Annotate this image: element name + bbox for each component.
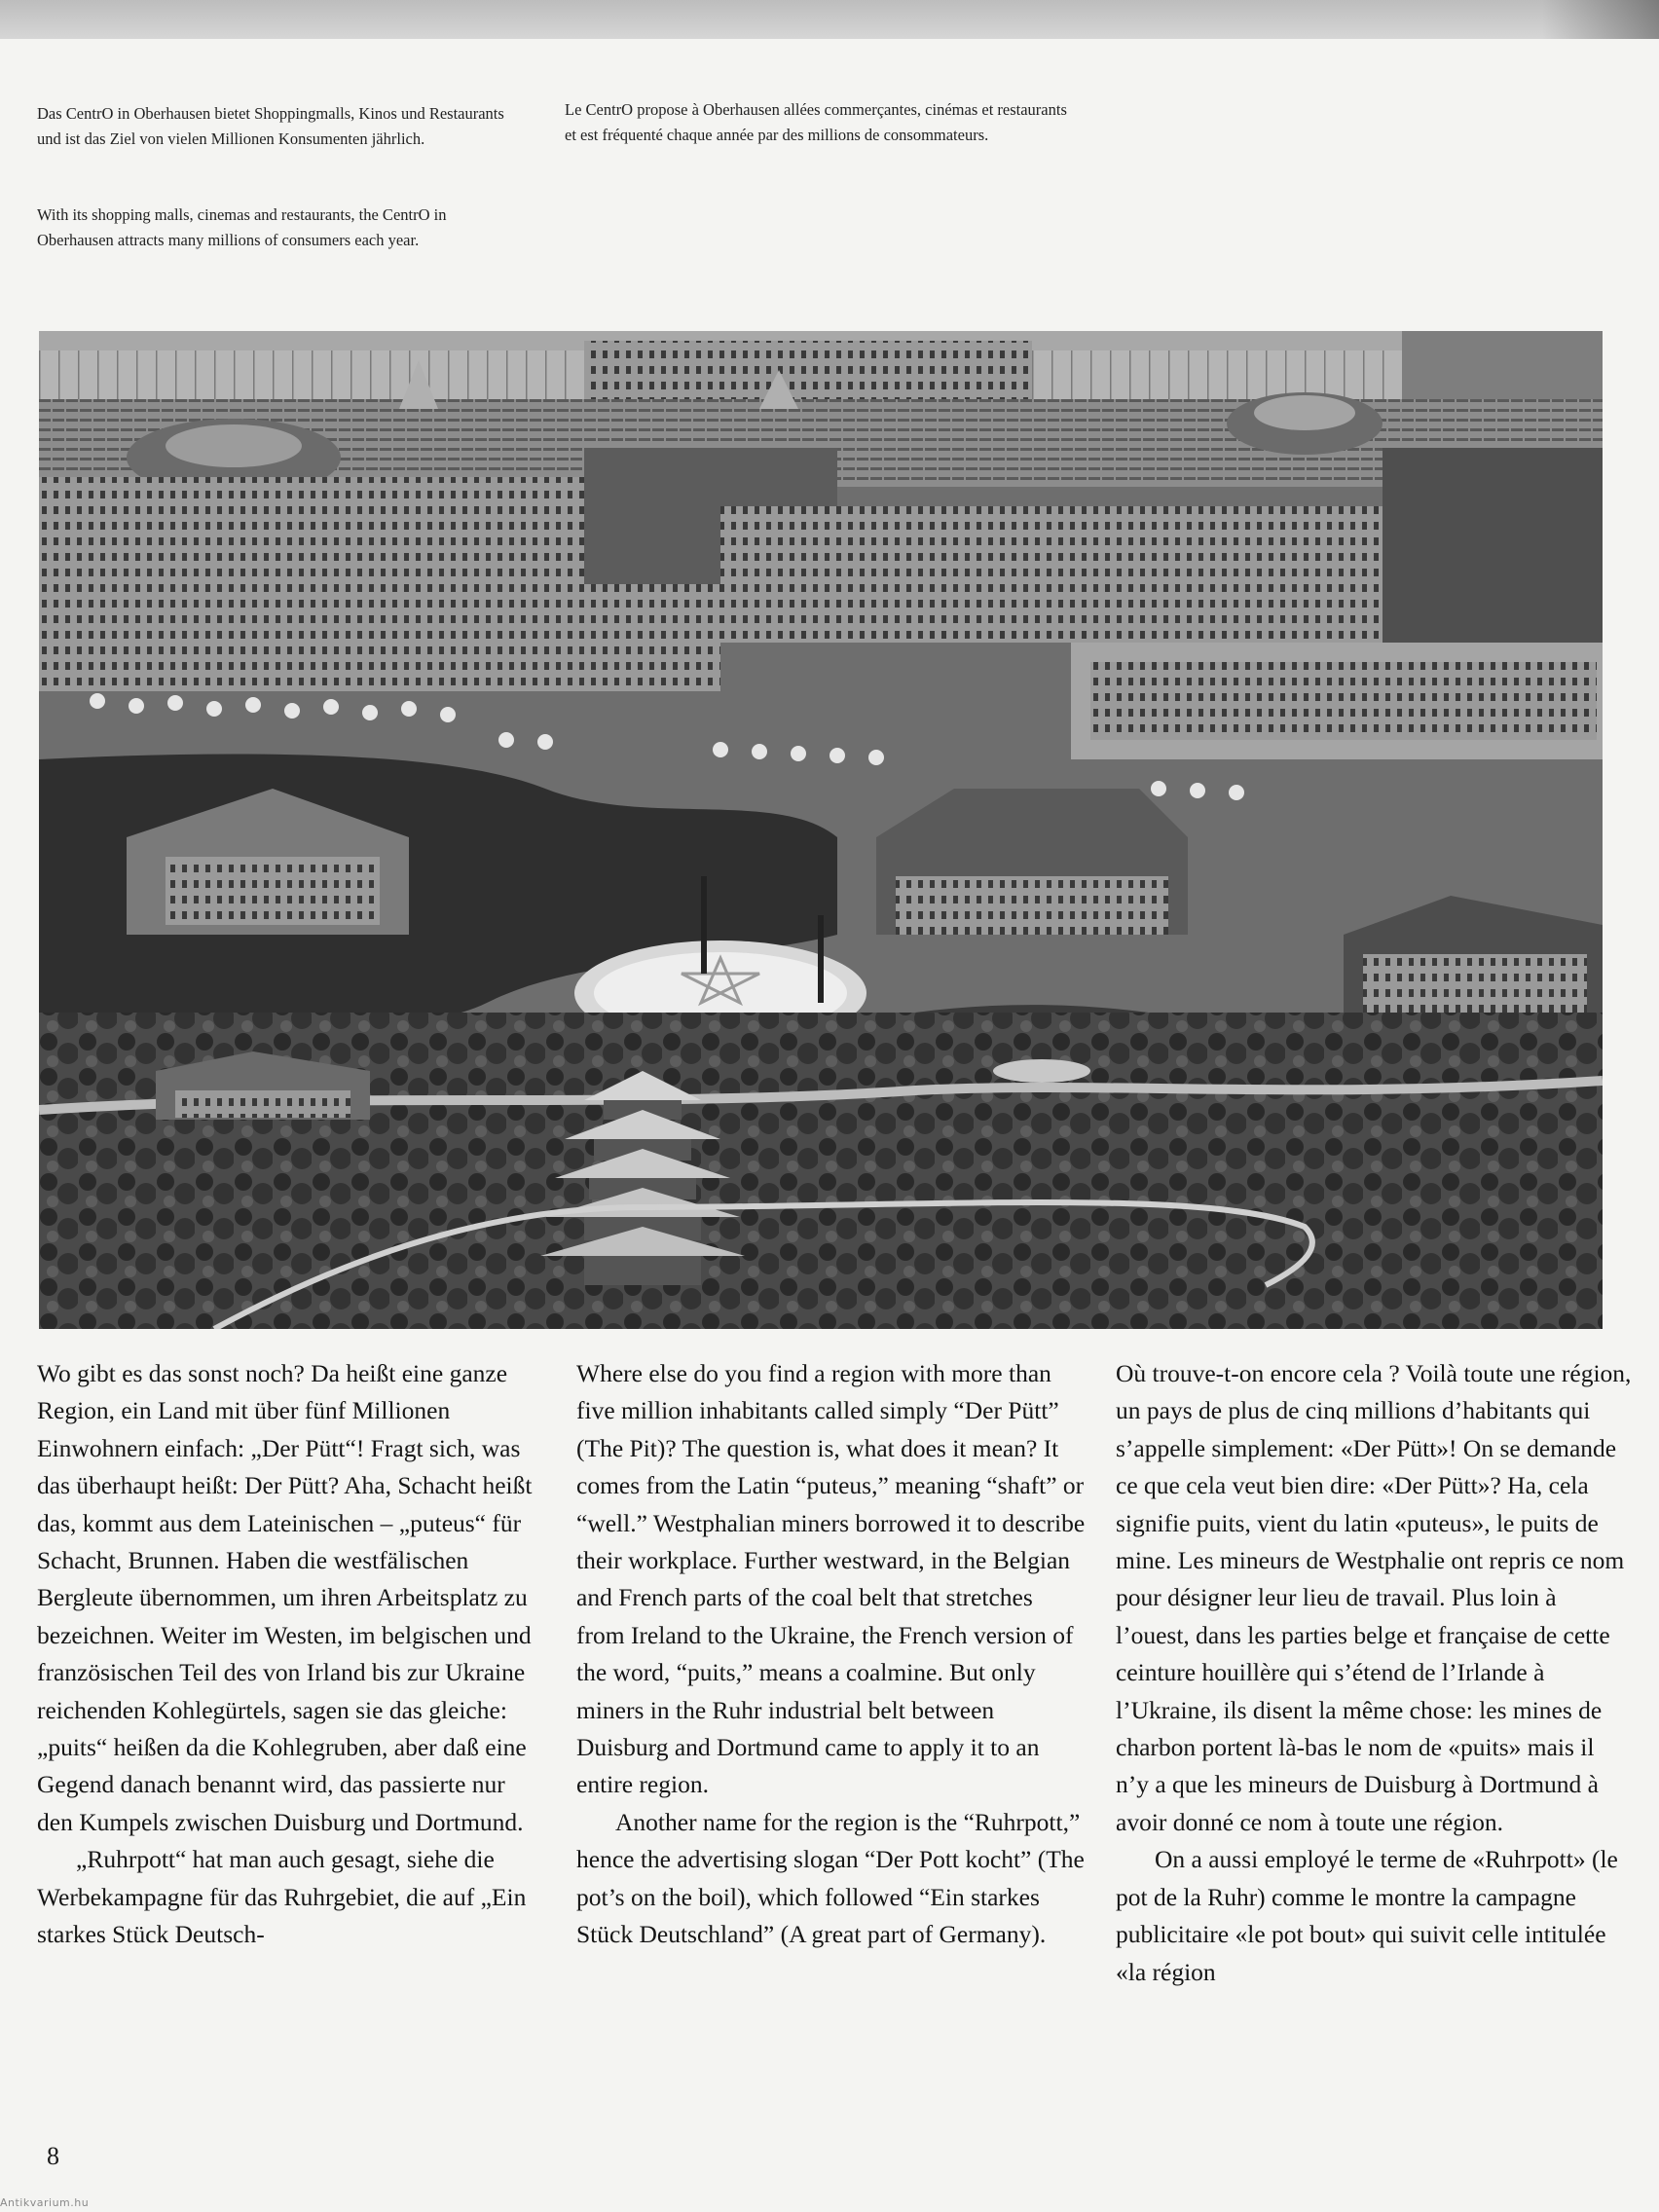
text-column-french [1116, 1355, 1632, 1991]
mall-wing-right [1382, 448, 1603, 643]
paragraph: On a aussi employé le terme de «Ruhrpott» (le pot de la Ruhr) comme le montre la campagne publicitaire «le pot bout» qui suivit celle intitulée «la région [1116, 1845, 1618, 1986]
stage-tower-right [818, 915, 824, 1003]
watermark: Antikvarium.hu [0, 2196, 90, 2209]
stage-tower-left [701, 876, 707, 974]
page-number: 8 [47, 2142, 59, 2170]
aerial-photo-centro-oberhausen [39, 331, 1603, 1329]
text-column-german [37, 1355, 543, 1954]
mall-facade-left [39, 477, 584, 584]
page-top-edge [0, 0, 1659, 39]
caption-french: Le CentrO propose à Oberhausen allées commerçantes, cinémas et restaurants et est fréquenté chaque année par des millions de consommateurs. [565, 100, 1067, 144]
far-office-building [584, 341, 1032, 409]
caption-english: With its shopping malls, cinemas and restaurants, the CentrO in Oberhausen attracts many millions of consumers each year. [37, 205, 447, 249]
mall-facade-right [720, 506, 1421, 643]
paragraph: Where else do you find a region with more than five million inhabitants called simply “Der Pütt” (The Pit)? The question is, what does it mean? It comes from the Latin “puteus,” meaning “shaft” or “well.” Westphalian miners borrowed it to describe their workplace. Further westward, in the Belgian and French parts of the coal belt that stretches from Ireland to the Ukraine, the French version of the word, “puits,” means a coalmine. But only miners in the Ruhr industrial belt between Duisburg and Dortmund came to apply it to an entire region. [576, 1359, 1086, 1799]
caption-german: Das CentrO in Oberhausen bietet Shoppingmalls, Kinos und Restaurants und ist das Ziel von vielen Millionen Konsumenten jährlich. [37, 104, 504, 148]
book-page [0, 39, 1659, 2212]
paragraph: „Ruhrpott“ hat man auch gesagt, siehe die Werbekampagne für das Ruhrgebiet, die auf „Ein starkes Stück Deutsch- [37, 1845, 527, 1949]
aerial-photo-illustration [39, 331, 1603, 1329]
promenade-buildings-left [39, 584, 720, 691]
paragraph: Wo gibt es das sonst noch? Da heißt eine ganze Region, ein Land mit über fünf Millionen Einwohnern einfach: „Der Pütt“! Fragt sich, was das überhaupt heißt: Der Pütt? Aha, Schacht heißt das, kommt aus dem Lateinischen – „puteus“ für Schacht, Brunnen. Haben die westfälischen Bergleute übernommen, um ihren Arbeitsplatz zu bezeichnen. Weiter im Westen, im belgischen und französischen Teil des von Irland bis zur Ukraine reichenden Kohlegürtels, sagen sie das gleiche: „puits“ heißen da die Kohlegruben, aber daß eine Gegend danach benannt wird, das passierte nur den Kumpels zwischen Duisburg und Dortmund. [37, 1359, 533, 1836]
paragraph: Another name for the region is the “Ruhrpott,” hence the advertising slogan “Der Pott kocht” (The pot’s on the boil), which followed “Ein starkes Stück Deutschland” (A great part of Germany). [576, 1807, 1085, 1949]
footbridge [993, 1059, 1090, 1083]
text-column-english [576, 1355, 1087, 1954]
paragraph: Où trouve-t-on encore cela ? Voilà toute une région, un pays de plus de cinq millions d’habitants qui s’appelle simplement: «Der Pütt»! On se demande ce que cela veut bien dire: «Der Pütt»? Ha, cela signifie puits, vient du latin «puteus», le puits de mine. Les mineurs de Westphalie ont repris ce nom pour désigner leur lieu de travail. Plus loin à l’ouest, dans les parties belge et française de cette ceinture houillère qui s’étend de l’Irlande à l’Ukraine, ils disent la même chose: les mines de charbon portent là-bas le nom de «puits» mais il n’y a que les mineurs de Duisburg à Dortmund à avoir donné ce nom à toute une région. [1116, 1359, 1632, 1836]
